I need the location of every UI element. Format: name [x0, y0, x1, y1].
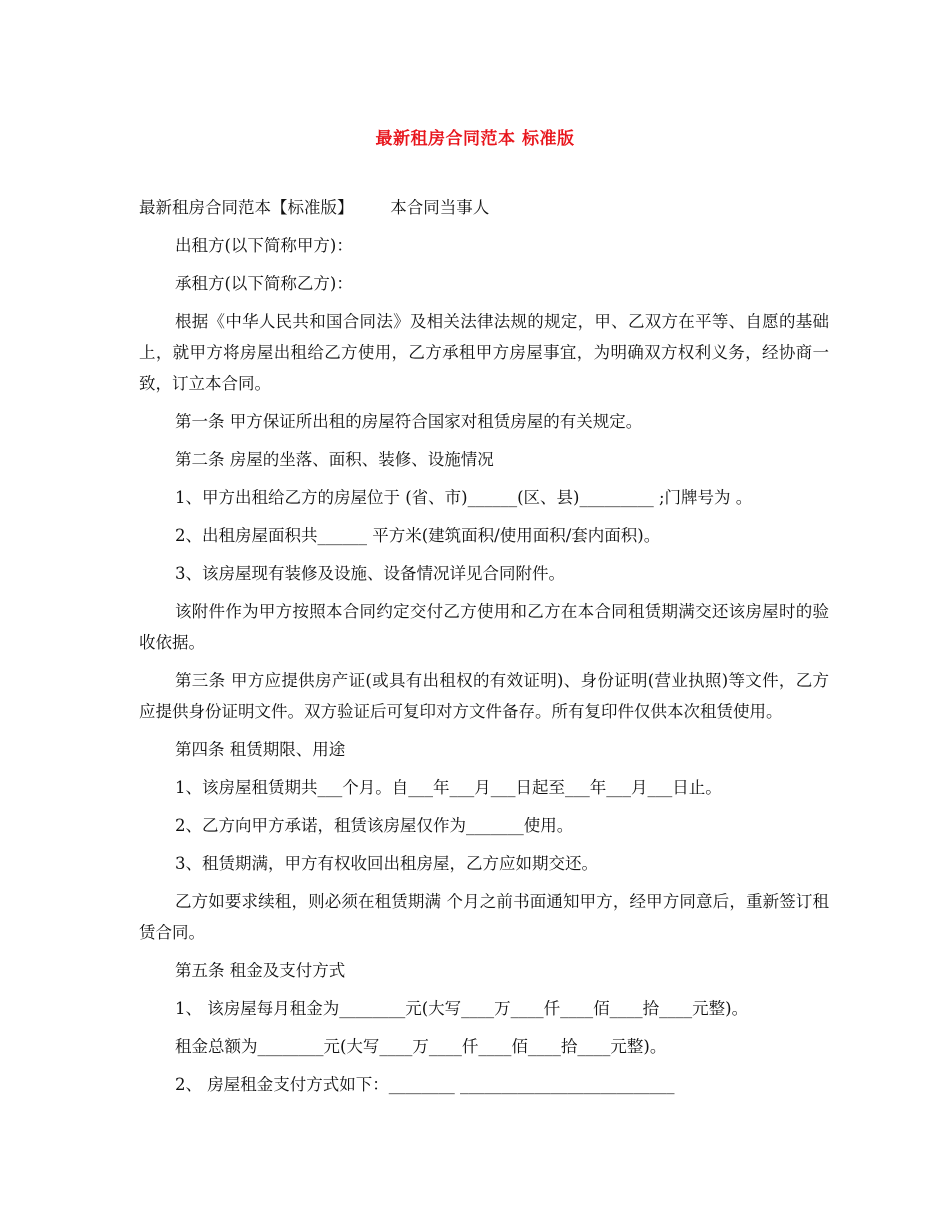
article-5-total-rent: 租金总额为________元(大写____万____仟____佰____拾____元整)。: [175, 1037, 667, 1056]
article-2-heading: 第二条 房屋的坐落、面积、装修、设施情况: [175, 450, 494, 469]
article-4-item-3: 3、租赁期满，甲方有权收回出租房屋，乙方应如期交还。: [175, 854, 598, 873]
article-2-item-3: 3、该房屋现有装修及设施、设备情况详见合同附件。: [175, 564, 565, 583]
article-2-item-1: 1、甲方出租给乙方的房屋位于 (省、市)______(区、县)_________ ;门牌号为 。: [175, 488, 753, 507]
lessor-line: 出租方(以下简称甲方)：: [175, 236, 353, 255]
article-3: 第三条 甲方应提供房产证(或具有出租权的有效证明)、身份证明(营业执照)等文件，乙方应提供身份证明文件。双方验证后可复印对方文件备存。所有复印件仅供本次租赁使用。: [139, 671, 829, 721]
article-2-attachment-note: 该附件作为甲方按照本合同约定交付乙方使用和乙方在本合同租赁期满交还该房屋时的验收依据。: [139, 602, 829, 652]
article-4-item-1: 1、该房屋租赁期共___个月。自___年___月___日起至___年___月___日止。: [175, 778, 722, 797]
article-5-heading: 第五条 租金及支付方式: [175, 961, 346, 980]
preamble-paragraph: 根据《中华人民共和国合同法》及相关法律法规的规定，甲、乙双方在平等、自愿的基础上，就甲方将房屋出租给乙方使用，乙方承租甲方房屋事宜，为明确双方权利义务，经协商一致，订立本合同。: [139, 312, 829, 393]
article-4-renewal-note: 乙方如要求续租，则必须在租赁期满 个月之前书面通知甲方，经甲方同意后，重新签订租赁合同。: [139, 892, 829, 942]
article-5-item-2: 2、 房屋租金支付方式如下：________ __________________________: [175, 1075, 675, 1094]
lessee-line: 承租方(以下简称乙方)：: [175, 274, 353, 293]
contract-body: [139, 192, 829, 1107]
article-4-heading: 第四条 租赁期限、用途: [175, 740, 346, 759]
article-2-item-2: 2、出租房屋面积共______ 平方米(建筑面积/使用面积/套内面积)。: [175, 526, 661, 545]
article-1: 第一条 甲方保证所出租的房屋符合国家对租赁房屋的有关规定。: [175, 412, 643, 431]
document-title: 最新租房合同范本 标准版: [375, 129, 575, 149]
article-5-item-1: 1、 该房屋每月租金为________元(大写____万____仟____佰____拾____元整)。: [175, 999, 749, 1018]
intro-line: 最新租房合同范本【标准版】 本合同当事人: [139, 198, 490, 217]
article-4-item-2: 2、乙方向甲方承诺，租赁该房屋仅作为_______使用。: [175, 816, 574, 835]
